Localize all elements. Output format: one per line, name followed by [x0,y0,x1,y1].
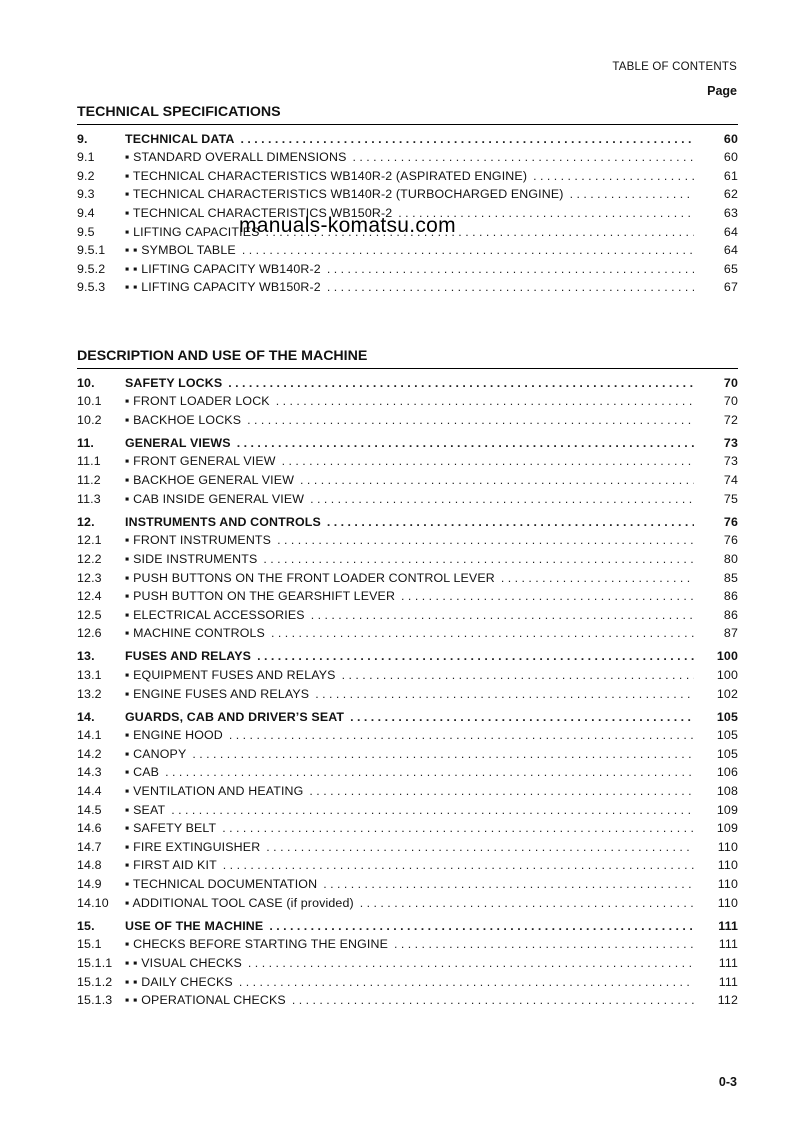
entry-page-number: 67 [723,280,738,295]
entry-title: ▪ TECHNICAL CHARACTERISTICS WB150R-2 [125,205,393,220]
dot-leader [257,649,694,663]
dot-leader [342,668,694,682]
entry-number: 15.1 [77,937,102,952]
entry-number: 11.2 [77,473,101,488]
entry-page-number: 109 [716,802,738,817]
dot-leader [247,413,694,427]
entry-page-number: 105 [716,746,738,761]
entry-title: ▪ FRONT LOADER LOCK [125,394,270,409]
toc-entry[interactable] [77,146,738,165]
entry-title: ▪ ▪ LIFTING CAPACITY WB150R-2 [125,280,321,295]
entry-page-number: 76 [723,533,738,548]
entry-leader-group [125,436,702,450]
entry-title: FUSES AND RELAYS [125,649,252,664]
entry-title: ▪ CANOPY [125,746,187,761]
entry-leader-group [125,376,702,390]
entry-leader-group [125,187,702,201]
entry-number: 11.1 [77,454,101,469]
entry-number: 14.7 [77,839,102,854]
entry-title: ▪ TECHNICAL CHARACTERISTICS WB140R-2 (ASPIRATED ENGINE) [125,168,528,183]
toc-entry[interactable] [77,817,738,836]
toc-entries [77,127,738,294]
entry-number: 10.1 [77,394,102,409]
entry-title: ▪ PUSH BUTTON ON THE GEARSHIFT LEVER [125,589,396,604]
dot-leader [269,919,694,933]
entry-leader-group [125,877,702,891]
entry-page-number: 86 [723,607,738,622]
entry-number: 9.5.3 [77,280,106,295]
toc-entry[interactable] [77,164,738,183]
entry-leader-group [125,668,702,682]
entry-number: 9.5.1 [77,243,106,258]
entry-title: ▪ CHECKS BEFORE STARTING THE ENGINE [125,937,389,952]
entry-number: 14.8 [77,858,102,873]
dot-leader [300,473,694,487]
section-title: TECHNICAL SPECIFICATIONS [77,102,738,125]
dot-leader [248,956,694,970]
entry-page-number: 70 [723,375,738,390]
entry-page-number: 109 [716,821,738,836]
entry-page-number: 100 [716,649,738,664]
entry-title: ▪ BACKHOE GENERAL VIEW [125,473,295,488]
entry-title: ▪ FIRST AID KIT [125,858,217,873]
entry-title: INSTRUMENTS AND CONTROLS [125,514,321,529]
entry-title: ▪ MACHINE CONTROLS [125,626,265,641]
dot-leader [327,515,694,529]
toc-entry[interactable] [77,585,738,604]
toc-section-description-and-use [77,346,738,1007]
dot-leader [501,571,694,585]
toc-entry[interactable] [77,989,738,1008]
dot-leader [360,896,694,910]
entry-page-number: 110 [717,895,738,910]
entry-title: ▪ CAB [125,765,160,780]
entry-title: ▪ STANDARD OVERALL DIMENSIONS [125,150,347,165]
entry-number: 9.5 [77,224,95,239]
toc-entry[interactable] [77,257,738,276]
entry-leader-group [125,821,702,835]
entry-page-number: 108 [716,784,738,799]
entry-number: 12.4 [77,589,102,604]
dot-leader [311,608,694,622]
entry-page-number: 102 [716,686,738,701]
entry-title: ▪ BACKHOE LOCKS [125,412,242,427]
toc-entry[interactable] [77,798,738,817]
entry-title: ▪ SEAT [125,802,166,817]
entry-number: 9.3 [77,187,95,202]
entry-number: 12.6 [77,626,102,641]
entry-leader-group [125,765,702,779]
footer-page-number: 0-3 [718,1075,737,1089]
entry-title: ▪ CAB INSIDE GENERAL VIEW [125,491,305,506]
entry-page-number: 74 [723,473,738,488]
dot-leader [570,187,694,201]
dot-leader [266,840,694,854]
entry-leader-group [125,132,702,146]
entry-title: ▪ EQUIPMENT FUSES AND RELAYS [125,668,336,682]
toc-entry[interactable] [77,682,738,701]
entry-number: 14.9 [77,877,102,892]
entry-page-number: 111 [718,918,738,933]
dot-leader [171,803,694,817]
entry-leader-group [125,649,702,663]
entry-number: 9.4 [77,205,95,220]
entry-title: ▪ VENTILATION AND HEATING [125,784,304,799]
entry-number: 9.1 [77,150,95,165]
toc-entry[interactable] [77,872,738,891]
page-column-label: Page [707,84,737,98]
entry-title: ▪ ▪ VISUAL CHECKS [125,955,242,970]
dot-leader [240,132,694,146]
entry-title: ▪ ▪ DAILY CHECKS [125,974,233,989]
entry-leader-group [125,975,702,989]
entry-number: 13. [77,649,95,664]
toc-entry[interactable] [77,529,738,548]
toc-entry[interactable] [77,547,738,566]
entry-page-number: 73 [723,435,738,450]
entry-number: 14.3 [77,765,102,780]
entry-leader-group [125,243,702,257]
entry-leader-group [125,454,702,468]
toc-entry[interactable] [77,390,738,409]
dot-leader [350,710,694,724]
dot-leader [310,492,694,506]
entry-page-number: 100 [716,668,738,682]
toc-entry[interactable] [77,742,738,761]
dot-leader [229,728,694,742]
entry-number: 11. [77,435,94,450]
entry-number: 15.1.1 [77,955,113,970]
entry-leader-group [125,492,702,506]
dot-leader [327,262,694,276]
entry-leader-group [125,280,702,294]
entry-number: 15. [77,918,95,933]
entry-leader-group [125,687,702,701]
toc-entry[interactable] [77,663,738,682]
entry-title: ▪ FRONT GENERAL VIEW [125,454,276,469]
entry-title: ▪ ▪ SYMBOL TABLE [125,243,236,258]
entry-leader-group [125,803,702,817]
entry-number: 15.1.2 [77,974,113,989]
dot-leader [323,877,694,891]
entry-title: ▪ SAFETY BELT [125,821,217,836]
dot-leader [533,169,694,183]
toc-entry[interactable] [77,371,738,390]
dot-leader [277,533,694,547]
entry-number: 14.4 [77,784,102,799]
entry-page-number: 110 [717,858,738,873]
entry-leader-group [125,728,702,742]
entry-leader-group [125,515,702,529]
entry-number: 10. [77,375,95,390]
dot-leader [282,454,694,468]
toc-entry[interactable] [77,970,738,989]
entry-leader-group [125,533,702,547]
entry-page-number: 106 [716,765,738,780]
entry-number: 12. [77,514,95,529]
entry-leader-group [125,858,702,872]
entry-number: 9. [77,131,88,146]
toc-entry[interactable] [77,779,738,798]
toc-entry[interactable] [77,408,738,427]
entry-leader-group [125,840,702,854]
entry-leader-group [125,993,702,1007]
entry-title: ▪ TECHNICAL DOCUMENTATION [125,877,318,892]
entry-leader-group [125,473,702,487]
entry-page-number: 111 [718,974,738,989]
dot-leader [327,280,694,294]
entry-page-number: 65 [723,261,738,276]
entry-number: 10.2 [77,412,102,427]
toc-entry[interactable] [77,468,738,487]
entry-title: SAFETY LOCKS [125,375,223,390]
toc-entry[interactable] [77,761,738,780]
entry-page-number: 105 [716,709,738,724]
toc-entry[interactable] [77,603,738,622]
dot-leader [394,937,694,951]
entry-number: 13.2 [77,686,102,701]
entry-page-number: 80 [723,551,738,566]
dot-leader [309,784,694,798]
dot-leader [401,589,694,603]
entry-page-number: 62 [723,187,738,202]
toc-entry[interactable] [77,450,738,469]
entry-title: GENERAL VIEWS [125,435,231,450]
entry-title: ▪ ADDITIONAL TOOL CASE (if provided) [125,895,354,910]
entry-page-number: 87 [723,626,738,641]
entry-title: ▪ PUSH BUTTONS ON THE FRONT LOADER CONTROL LEVER [125,570,495,585]
entry-leader-group [125,413,702,427]
entry-page-number: 111 [718,937,738,952]
entry-leader-group [125,589,702,603]
entry-number: 14.10 [77,895,109,910]
toc-entry[interactable] [77,645,738,664]
toc-entry[interactable] [77,566,738,585]
entry-number: 11.3 [77,491,101,506]
entry-number: 14.6 [77,821,102,836]
entry-number: 14.2 [77,746,102,761]
toc-entry[interactable] [77,127,738,146]
entry-title: ▪ ELECTRICAL ACCESSORIES [125,607,305,622]
watermark-text: manuals-komatsu.com [239,214,456,237]
dot-leader [263,552,694,566]
entry-leader-group [125,937,702,951]
section-title: DESCRIPTION AND USE OF THE MACHINE [77,346,738,369]
entry-page-number: 60 [723,131,738,146]
toc-entry[interactable] [77,914,738,933]
entry-page-number: 63 [723,205,738,220]
entry-title: USE OF THE MACHINE [125,918,264,933]
entry-page-number: 73 [723,454,738,469]
entry-leader-group [125,747,702,761]
entry-leader-group [125,608,702,622]
running-header: TABLE OF CONTENTS [612,61,737,73]
entry-leader-group [125,394,702,408]
entry-title: ▪ SIDE INSTRUMENTS [125,551,258,566]
entry-title: TECHNICAL DATA [125,131,235,146]
toc-entry[interactable] [77,933,738,952]
entry-leader-group [125,552,702,566]
entry-number: 14.5 [77,802,102,817]
entry-leader-group [125,169,702,183]
entry-number: 13.1 [77,668,102,682]
dot-leader [192,747,694,761]
toc-entry[interactable] [77,487,738,506]
dot-leader [223,858,694,872]
entry-number: 14.1 [77,728,102,743]
entry-title: ▪ FRONT INSTRUMENTS [125,533,272,548]
dot-leader [353,150,695,164]
entry-title: ▪ ▪ OPERATIONAL CHECKS [125,993,286,1008]
entry-number: 12.3 [77,570,102,585]
entry-number: 12.5 [77,607,102,622]
entry-page-number: 64 [723,243,738,258]
entry-title: GUARDS, CAB AND DRIVER’S SEAT [125,709,345,724]
entry-leader-group [125,896,702,910]
toc-entry[interactable] [77,835,738,854]
entry-title: ▪ ▪ LIFTING CAPACITY WB140R-2 [125,261,321,276]
entry-title: ▪ TECHNICAL CHARACTERISTICS WB140R-2 (TURBOCHARGED ENGINE) [125,187,564,202]
entry-title: ▪ ENGINE FUSES AND RELAYS [125,686,310,701]
entry-page-number: 72 [723,412,738,427]
entry-page-number: 76 [723,514,738,529]
entry-page-number: 105 [716,728,738,743]
entry-title: ▪ FIRE EXTINGUISHER [125,839,261,854]
entry-title: ▪ LIFTING CAPACITIES [125,224,260,239]
entry-leader-group [125,956,702,970]
dot-leader [165,765,694,779]
entry-number: 9.2 [77,168,95,183]
toc-entry[interactable] [77,510,738,529]
entry-page-number: 110 [717,877,738,892]
entry-number: 14. [77,709,95,724]
entry-leader-group [125,784,702,798]
entry-page-number: 60 [723,150,738,165]
dot-leader [242,243,694,257]
dot-leader [237,436,694,450]
entry-page-number: 64 [723,224,738,239]
toc-entry[interactable] [77,951,738,970]
toc-entry[interactable] [77,891,738,910]
toc-entry[interactable] [77,431,738,450]
entry-leader-group [125,262,702,276]
entry-page-number: 70 [723,394,738,409]
entry-leader-group [125,710,702,724]
dot-leader [239,975,694,989]
toc-entry[interactable] [77,724,738,743]
toc-section-technical-specifications [77,102,738,294]
dot-leader [222,821,694,835]
dot-leader [276,394,694,408]
entry-page-number: 61 [723,168,738,183]
entry-page-number: 86 [723,589,738,604]
dot-leader [271,626,694,640]
toc-entry[interactable] [77,854,738,873]
entry-number: 12.2 [77,551,102,566]
dot-leader [292,993,694,1007]
toc-entry[interactable] [77,239,738,258]
entry-leader-group [125,150,702,164]
entry-leader-group [125,571,702,585]
entry-page-number: 110 [717,839,738,854]
entry-page-number: 111 [718,955,738,970]
entry-page-number: 85 [723,570,738,585]
dot-leader [315,687,694,701]
toc-entry[interactable] [77,705,738,724]
entry-page-number: 75 [723,491,738,506]
entry-leader-group [125,919,702,933]
dot-leader [228,376,694,390]
entry-number: 12.1 [77,533,102,548]
entry-number: 9.5.2 [77,261,106,276]
entry-number: 15.1.3 [77,993,113,1008]
entry-leader-group [125,626,702,640]
toc-entries [77,371,738,1007]
entry-title: ▪ ENGINE HOOD [125,728,223,743]
toc-entry[interactable] [77,622,738,641]
toc-entry[interactable] [77,276,738,295]
entry-page-number: 112 [717,993,738,1008]
toc-entry[interactable] [77,183,738,202]
